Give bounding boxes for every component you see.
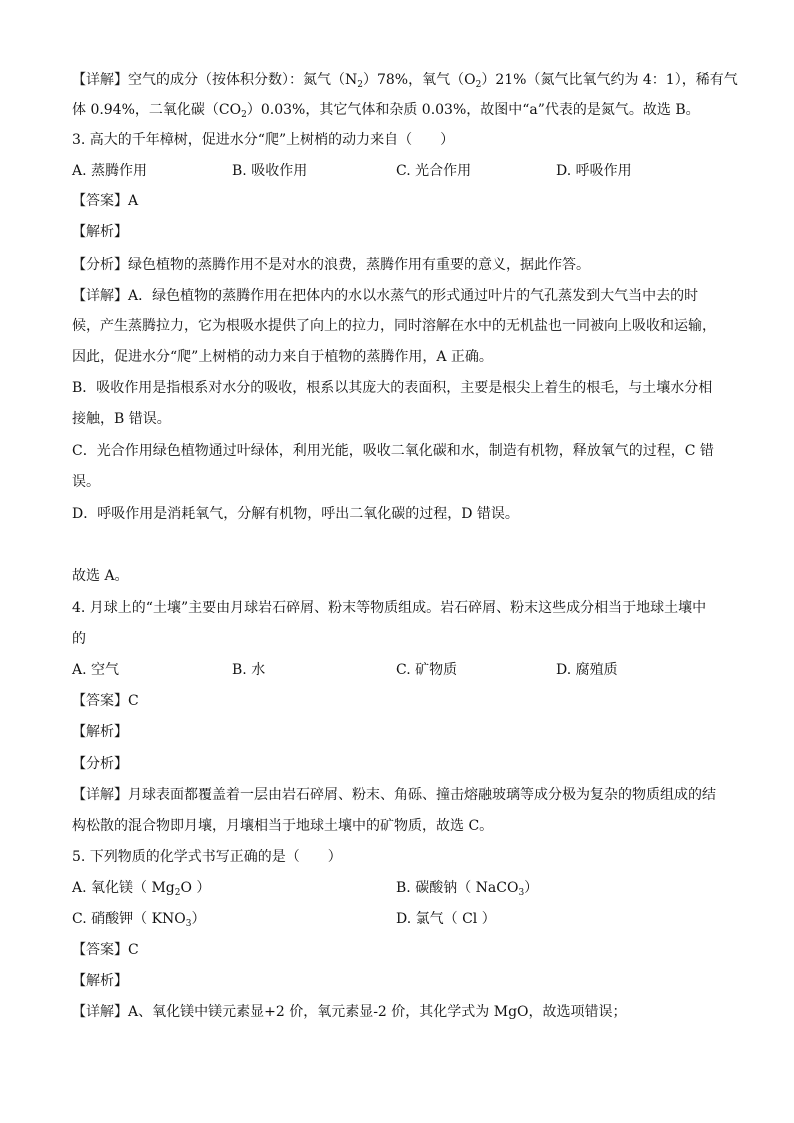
q5-option-c: C. 硝酸钾（ $KNO_3$） [72,911,206,929]
q3-option-b: B. 吸收作用 [232,163,308,179]
q2-detail-line-2: 体 0.94%，二氧化碳$(CO_2)0.03\%$，其它气体和杂质 0.03%，故图中“a”代表的是氮气。故选 B。 [72,102,700,120]
q3-detail-line-1: 【详解】A．绿色植物的蒸腾作用在把体内的水以水蒸气的形式通过叶片的气孔蒸发到大气当中去的时 [72,288,699,304]
q3-stem: 3. 高大的千年樟树，促进水分“爬”上树梢的动力来自（ ） [72,132,455,148]
q4-explain-tag: 【解析】 [72,724,128,740]
q5-option-d: D. 氯气（ Cl ） [396,911,496,927]
q4-analysis-tag: 【分析】 [72,756,128,772]
q3-option-c: C. 光合作用 [396,163,472,179]
q4-option-d: D. 腐殖质 [556,662,618,678]
q3-detail-line-8: D．呼吸作用是消耗氧气，分解有机物，呼出二氧化碳的过程，D 错误。 [72,506,519,522]
q5-explain-tag: 【解析】 [72,973,128,989]
q5-answer: 【答案】C [72,942,139,958]
q5-stem: 5. 下列物质的化学式书写正确的是（ ） [72,849,342,865]
q4-option-c: C. 矿物质 [396,662,458,678]
q4-detail-line-1: 【详解】月球表面都覆盖着一层由岩石碎屑、粉末、角砾、撞击熔融玻璃等成分极为复杂的物质组成的结 [72,787,716,803]
q3-detail-line-2: 候，产生蒸腾拉力，它为根吸水提供了向上的拉力，同时溶解在水中的无机盐也一同被向上吸收和运输， [72,318,716,334]
q4-detail-line-2: 构松散的混合物即月壤，月壤相当于地球土壤中的矿物质，故选 C。 [72,818,494,834]
q4-stem-line-2: 的 [72,631,86,647]
q3-option-d: D. 呼吸作用 [556,163,632,179]
q5-option-a: A. 氧化镁（ $Mg_2O$ ） [72,880,211,898]
q3-detail-line-3: 因此，促进水分“爬”上树梢的动力来自于植物的蒸腾作用，A 正确。 [72,349,493,365]
q4-option-a: A. 空气 [72,662,120,678]
q3-detail-line-7: 误。 [72,474,100,490]
q5-option-b: B. 碳酸钠（ NaCO$_3$） [396,880,539,898]
q4-option-b: B. 水 [232,662,266,678]
q3-analysis: 【分析】绿色植物的蒸腾作用不是对水的浪费，蒸腾作用有重要的意义，据此作答。 [72,257,590,273]
q3-detail-line-5: 接触，B 错误。 [72,411,171,427]
q3-option-a: A. 蒸腾作用 [72,163,148,179]
q3-detail-line-4: B．吸收作用是指根系对水分的吸收，根系以其庞大的表面积，主要是根尖上着生的根毛，与土壤水分相 [72,380,713,396]
q4-answer: 【答案】C [72,693,139,709]
q3-detail-line-6: C．光合作用绿色植物通过叶绿体，利用光能，吸收二氧化碳和水，制造有机物，释放氧气的过程，C 错 [72,443,714,459]
q2-detail-line-1: 【详解】空气的成分（按体积分数）：氮气$(N_2)78\%$，氧气$(O_2)21\%$（氮气比氧气约为 4：1），稀有气 [72,72,738,90]
q4-stem-line-1: 4. 月球上的“土壤”主要由月球岩石碎屑、粉末等物质组成。岩石碎屑、粉末这些成分相当于地球土壤中 [72,600,707,616]
q3-conclusion: 故选 A。 [72,568,129,584]
q3-explain-tag: 【解析】 [72,224,128,240]
detail-tag: 【详解】 [72,72,128,88]
q3-answer: 【答案】A [72,193,139,209]
q5-detail-line-1: 【详解】A、氧化镁中镁元素显+2 价，氧元素显-2 价，其化学式为 MgO，故选项错误； [72,1004,627,1020]
